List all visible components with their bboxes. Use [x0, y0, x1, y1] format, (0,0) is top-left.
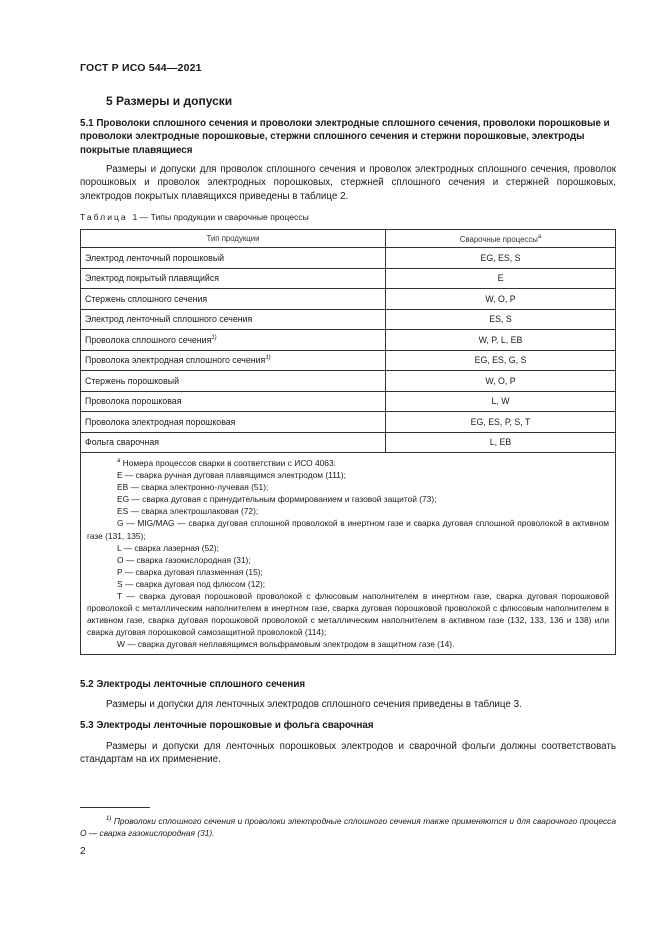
cell-welding-processes: W, O, P	[386, 289, 616, 310]
column-header-welding-processes: Сварочные процессы$^a$	[386, 230, 616, 248]
table-caption-word: Таблица	[80, 212, 128, 222]
table-row	[81, 432, 616, 453]
subsection-5-2-text: Размеры и допуски для ленточных электродов сплошного сечения приведены в таблице 3.	[106, 699, 522, 710]
note-eb: EB — сварка электронно-лучевая (51);	[117, 482, 269, 493]
cell-welding-processes: L, EB	[386, 432, 616, 453]
page-number: 2	[80, 846, 86, 857]
footnote-ref: 1)	[211, 334, 217, 341]
table-caption-title: 1 — Типы продукции и сварочные процессы	[132, 212, 309, 222]
table-row	[81, 289, 616, 310]
subsection-5-3-text: Размеры и допуски для ленточных порошковых электродов и сварочной фольги должны соответствовать стандартам на их применение.	[80, 741, 616, 766]
column-header-product-type: Тип продукции	[81, 230, 386, 248]
table-row	[81, 350, 616, 371]
section-title: 5 Размеры и допуски	[106, 94, 233, 108]
note-s: S — сварка дуговая под флюсом (12);	[117, 578, 266, 589]
cell-product-type: Стержень порошковый	[81, 371, 386, 392]
cell-welding-processes: E	[386, 268, 616, 289]
table-caption	[80, 212, 309, 222]
cell-product-type: Проволока электродная порошковая	[81, 412, 386, 433]
footnote-ref: 1)	[265, 355, 271, 362]
table-row	[81, 412, 616, 433]
note-g: G — MIG/MAG — сварка дуговая сплошной проволокой в инертном газе и сварка дуговая сплошной проволокой в активном газе (131, 135);	[87, 518, 609, 541]
header-footnote-marker: a	[537, 233, 542, 240]
table-row	[81, 371, 616, 392]
table-row	[81, 248, 616, 269]
cell-product-type: Фольга сварочная	[81, 432, 386, 453]
subsection-5-1-title: 5.1 Проволоки сплошного сечения и проволоки электродные сплошного сечения, проволоки порошковые и проволоки электродные порошковые, стержни сплошного сечения и стержни порошковые, электроды покрытые плавящиеся	[80, 118, 610, 156]
note-w: W — сварка дуговая неплавящимся вольфрамовым электродом в защитном газе (14).	[117, 639, 455, 650]
product-process-table	[80, 229, 616, 655]
note-p: P — сварка дуговая плазменная (15);	[117, 566, 263, 577]
note-o: O — сварка газокислородная (31);	[117, 554, 251, 565]
cell-product-type: Электрод ленточный порошковый	[81, 248, 386, 269]
note-es: ES — сварка электрошлаковая (72);	[117, 506, 259, 517]
cell-welding-processes: W, O, P	[386, 371, 616, 392]
table-row	[81, 268, 616, 289]
cell-welding-processes: L, W	[386, 391, 616, 412]
subsection-5-1-text: Размеры и допуски для проволок сплошного сечения и проволок электродных сплошного сечения, проволок порошковых и проволок электродных порошковых, стержней сплошного сечения и стержней порошковых, электродов покрытых плавящихся приведены в таблице 2.	[80, 164, 616, 202]
table-row	[81, 391, 616, 412]
footnote: $^{1)}$ Проволоки сплошного сечения и проволоки электродные сплошного сечения также применяются и для сварочного процесса O — сварка газокислородная (31).	[80, 816, 616, 838]
cell-welding-processes: ES, S	[386, 309, 616, 330]
cell-product-type: Проволока сплошного сечения$^{1)}$	[81, 330, 386, 351]
cell-product-type: Стержень сплошного сечения	[81, 289, 386, 310]
cell-product-type: Проволока электродная сплошного сечения$^{1)}$	[81, 350, 386, 371]
note-eg: EG — сварка дуговая с принудительным формированием и газовой защитой (73);	[117, 494, 437, 505]
subsection-5-2-title: 5.2 Электроды ленточные сплошного сечения	[80, 679, 306, 690]
subsection-5-3-title: 5.3 Электроды ленточные порошковые и фольга сварочная	[80, 720, 374, 731]
notes-heading: $^a$ Номера процессов сварки в соответствии с ИСО 4063:	[117, 458, 336, 468]
footnote-divider	[80, 807, 150, 808]
cell-welding-processes: EG, ES, P, S, T	[386, 412, 616, 433]
table-row	[81, 330, 616, 351]
cell-product-type: Проволока порошковая	[81, 391, 386, 412]
footnote-marker: 1)	[106, 816, 112, 822]
table-row	[81, 309, 616, 330]
cell-welding-processes: EG, ES, G, S	[386, 350, 616, 371]
note-t: T — сварка дуговая порошковой проволокой с флюсовым наполнителем в инертном газе, сварка дуговая порошковой проволокой с металлическим наполнителем в инертном газе, сварка дуговая порошковой проволокой с флюсовым наполнителем в активном газе, сварка дуговая порошковой проволокой с металлическим наполнителем в активном газе (132, 133, 136 и 138) или сварка дуговая порошковой самозащитной проволокой (114);	[87, 591, 609, 638]
cell-welding-processes: W, P, L, EB	[386, 330, 616, 351]
table-notes	[81, 453, 616, 655]
document-header: ГОСТ Р ИСО 544—2021	[80, 62, 202, 74]
cell-welding-processes: EG, ES, S	[386, 248, 616, 269]
cell-product-type: Электрод ленточный сплошного сечения	[81, 309, 386, 330]
cell-product-type: Электрод покрытый плавящийся	[81, 268, 386, 289]
note-l: L — сварка лазерная (52);	[117, 542, 219, 553]
note-e: E — сварка ручная дуговая плавящимся электродом (111);	[117, 470, 347, 481]
